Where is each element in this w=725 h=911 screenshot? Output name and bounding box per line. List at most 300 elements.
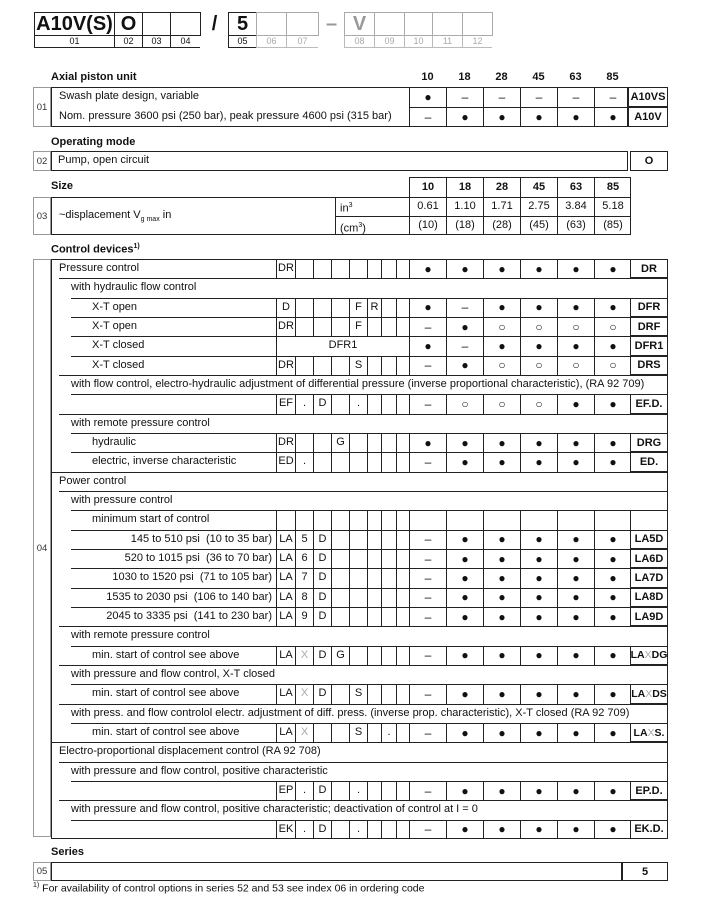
availability-mark: ○ — [594, 356, 631, 375]
availability-mark: ● — [557, 820, 594, 839]
displacement-in3: 5.18 — [594, 197, 631, 216]
order-code-part: S. — [654, 726, 665, 739]
code-segment — [295, 298, 313, 317]
code-segment: X — [295, 723, 313, 742]
code-segment — [396, 607, 409, 626]
code-segment — [367, 530, 381, 549]
divider — [409, 510, 410, 529]
code-segment — [367, 433, 381, 452]
availability-mark: – — [409, 549, 446, 568]
control-option-label: with pressure control — [71, 493, 173, 506]
ordering-code-position: 03 — [142, 36, 170, 48]
code-segment — [349, 607, 367, 626]
availability-mark: ● — [594, 298, 631, 317]
displacement-cm3: (85) — [594, 216, 631, 235]
code-segment — [396, 723, 409, 742]
code-segment — [381, 259, 396, 278]
code-segment: D — [313, 684, 331, 703]
control-option-label: 145 to 510 psi (10 to 35 bar) — [130, 532, 272, 545]
code-segment — [313, 317, 331, 336]
availability-mark: ● — [446, 317, 483, 336]
availability-mark: ● — [483, 781, 520, 800]
divider — [367, 510, 368, 529]
code-segment — [381, 356, 396, 375]
availability-mark: ● — [446, 781, 483, 800]
code-segment — [381, 452, 396, 471]
availability-mark: – — [409, 530, 446, 549]
code-segment — [331, 356, 349, 375]
order-code: EF.D. — [630, 394, 668, 413]
code-segment — [396, 259, 409, 278]
availability-mark: ● — [483, 107, 520, 127]
divider — [331, 510, 332, 529]
ordering-code-box: V — [344, 12, 375, 36]
code-segment: D — [313, 781, 331, 800]
code-segment — [349, 452, 367, 471]
order-code: DRS — [630, 356, 668, 375]
availability-mark: ● — [594, 723, 631, 742]
code-segment: F — [349, 298, 367, 317]
size-column-header: 85 — [594, 177, 631, 197]
order-code-part: DG — [651, 649, 668, 662]
code-segment — [381, 684, 396, 703]
code-segment — [349, 549, 367, 568]
code-segment: LA — [276, 568, 295, 587]
code-segment — [396, 588, 409, 607]
control-option-label: with remote pressure control — [71, 416, 210, 429]
code-segment: S — [349, 356, 367, 375]
divider — [483, 510, 484, 529]
code-segment: D — [313, 394, 331, 413]
code-segment: ED — [276, 452, 295, 471]
order-code: A10VS — [628, 87, 668, 107]
code-segment — [331, 723, 349, 742]
control-option-label: X-T open — [92, 319, 138, 332]
availability-mark: ● — [446, 607, 483, 626]
order-code-part: LA — [630, 649, 645, 662]
size-column-header: 63 — [569, 71, 582, 83]
code-segment — [295, 259, 313, 278]
order-code: LA8D — [630, 588, 668, 607]
footnote-marker: 1) — [133, 243, 140, 250]
code-segment: LA — [276, 588, 295, 607]
code-segment — [381, 530, 396, 549]
availability-mark: ● — [557, 781, 594, 800]
code-segment — [367, 394, 381, 413]
availability-mark: ● — [594, 684, 631, 703]
code-segment: 9 — [295, 607, 313, 626]
code-merged: DFR1 — [276, 336, 409, 355]
order-code-part: LA — [633, 726, 648, 739]
availability-mark: ● — [557, 107, 594, 127]
section-index-01: 01 — [33, 87, 51, 127]
divider — [295, 510, 296, 529]
availability-mark: – — [483, 87, 520, 107]
availability-mark: ● — [594, 433, 631, 452]
code-segment: X — [295, 646, 313, 665]
availability-mark: ● — [483, 452, 520, 471]
code-segment — [367, 317, 381, 336]
code-segment: . — [349, 781, 367, 800]
axial-piston-row-label: Nom. pressure 3600 psi (250 bar), peak pressure 4600 psi (315 bar) — [59, 110, 392, 122]
availability-mark: ● — [594, 394, 631, 413]
order-code — [630, 646, 668, 665]
availability-mark: ● — [520, 723, 557, 742]
code-segment — [331, 452, 349, 471]
availability-mark: ○ — [557, 356, 594, 375]
availability-mark: ● — [520, 568, 557, 587]
operating-mode-label: Pump, open circuit — [58, 154, 150, 166]
code-segment — [396, 781, 409, 800]
size-column-header: 63 — [557, 177, 594, 197]
code-segment: . — [349, 394, 367, 413]
code-segment — [367, 607, 381, 626]
ordering-code-box: / — [211, 12, 218, 35]
availability-mark: ○ — [520, 394, 557, 413]
availability-mark: ● — [483, 588, 520, 607]
availability-mark: ● — [557, 549, 594, 568]
code-segment — [381, 298, 396, 317]
ordering-code-box: A10V(S) — [34, 12, 115, 36]
code-segment: 8 — [295, 588, 313, 607]
unit-cm3 — [340, 216, 366, 239]
control-option-label: X-T closed — [92, 339, 145, 352]
order-code: DR — [630, 259, 668, 278]
ordering-code-position: 06 — [256, 36, 286, 48]
unit-text: ) — [362, 222, 366, 235]
code-segment: S — [349, 684, 367, 703]
availability-mark: ○ — [557, 317, 594, 336]
order-code: LA5D — [630, 530, 668, 549]
availability-mark: ● — [557, 394, 594, 413]
code-segment — [331, 259, 349, 278]
availability-mark: ● — [520, 588, 557, 607]
ordering-code-position: 12 — [462, 36, 492, 48]
control-option-label: with pressure and flow control, positive characteristic — [71, 764, 328, 777]
availability-mark: ● — [483, 646, 520, 665]
code-segment: G — [331, 646, 349, 665]
control-option-label: with hydraulic flow control — [71, 281, 197, 294]
availability-mark: ● — [594, 568, 631, 587]
code-segment — [396, 356, 409, 375]
order-code: LA7D — [630, 568, 668, 587]
availability-mark: ○ — [483, 356, 520, 375]
size-column-header: 45 — [520, 177, 557, 197]
code-segment: EP — [276, 781, 295, 800]
availability-mark: ● — [409, 298, 446, 317]
ordering-code-position: 05 — [228, 36, 256, 48]
availability-mark: ● — [594, 781, 631, 800]
control-option-label: Power control — [59, 474, 127, 487]
availability-mark: ● — [594, 820, 631, 839]
code-segment: 6 — [295, 549, 313, 568]
unit-sup: 3 — [358, 222, 363, 229]
ordering-code-box: O — [114, 12, 143, 36]
availability-mark: – — [409, 684, 446, 703]
code-segment — [367, 723, 381, 742]
availability-mark: – — [446, 298, 483, 317]
divider — [630, 510, 631, 529]
availability-mark: ● — [594, 259, 631, 278]
code-segment — [331, 607, 349, 626]
control-option-label: minimum start of control — [92, 513, 210, 526]
order-code-part: X — [644, 649, 652, 662]
code-segment — [295, 317, 313, 336]
availability-mark: ● — [483, 298, 520, 317]
code-segment — [396, 317, 409, 336]
code-segment — [396, 452, 409, 471]
code-segment: . — [295, 452, 313, 471]
availability-mark: ● — [446, 356, 483, 375]
availability-mark: ● — [557, 259, 594, 278]
divider — [349, 510, 350, 529]
availability-mark: – — [409, 452, 446, 471]
availability-mark: ● — [520, 530, 557, 549]
code-segment — [367, 259, 381, 278]
availability-mark: ● — [483, 433, 520, 452]
code-segment: EK — [276, 820, 295, 839]
order-code-part: X — [645, 687, 653, 700]
code-segment: DR — [276, 433, 295, 452]
code-segment — [367, 568, 381, 587]
code-segment — [381, 588, 396, 607]
divider — [446, 510, 447, 529]
ordering-code-position: 09 — [374, 36, 404, 48]
availability-mark: ● — [446, 452, 483, 471]
series-row — [51, 862, 622, 881]
code-segment: D — [313, 588, 331, 607]
availability-mark: ○ — [446, 394, 483, 413]
ordering-code-box: 5 — [228, 12, 257, 36]
code-segment — [396, 820, 409, 839]
displacement-in3: 2.75 — [520, 197, 557, 216]
control-option-label: with remote pressure control — [71, 629, 210, 642]
control-option-label: X-T open — [92, 300, 138, 313]
ordering-code-box — [404, 12, 433, 36]
section-index-03: 03 — [33, 197, 51, 235]
unit-sup: 3 — [348, 202, 353, 209]
order-code: DRG — [630, 433, 668, 452]
code-segment: D — [313, 607, 331, 626]
code-segment — [381, 781, 396, 800]
availability-mark: ○ — [520, 317, 557, 336]
control-option-label: min. start of control see above — [92, 648, 240, 661]
control-option-label: 1030 to 1520 psi (71 to 105 bar) — [112, 571, 272, 584]
availability-mark: ● — [446, 820, 483, 839]
code-segment: X — [295, 684, 313, 703]
availability-mark: ● — [446, 549, 483, 568]
code-segment — [295, 356, 313, 375]
code-segment: S — [349, 723, 367, 742]
availability-mark: ● — [557, 298, 594, 317]
code-segment — [381, 433, 396, 452]
code-segment — [331, 568, 349, 587]
order-code: DFR1 — [630, 336, 668, 355]
availability-mark: ● — [446, 259, 483, 278]
section-title-axial-piston-unit: Axial piston unit — [51, 71, 137, 83]
control-option-label: with pressure and flow control, X-T closed — [71, 667, 275, 680]
unit-text: (cm — [340, 222, 359, 235]
control-option-label: 1535 to 2030 psi (106 to 140 bar) — [106, 590, 272, 603]
code-segment — [313, 433, 331, 452]
section-title-series: Series — [51, 846, 85, 858]
availability-mark: – — [409, 356, 446, 375]
displacement-label-text: ~displacement V — [59, 209, 141, 221]
availability-mark: – — [409, 781, 446, 800]
order-code: DFR — [630, 298, 668, 317]
code-segment — [396, 394, 409, 413]
row-divider — [51, 472, 668, 473]
order-code: LA6D — [630, 549, 668, 568]
order-code: EP.D. — [630, 781, 668, 800]
code-segment — [349, 588, 367, 607]
availability-mark: ● — [446, 646, 483, 665]
availability-mark: ● — [557, 530, 594, 549]
control-option-label: min. start of control see above — [92, 687, 240, 700]
divider — [381, 510, 382, 529]
code-segment: 5 — [295, 530, 313, 549]
availability-mark: ○ — [483, 317, 520, 336]
displacement-cm3: (45) — [520, 216, 557, 235]
ordering-code-box — [256, 12, 287, 36]
ordering-code-position: 10 — [404, 36, 432, 48]
code-segment: . — [381, 723, 396, 742]
code-segment — [381, 607, 396, 626]
code-segment — [331, 684, 349, 703]
ordering-code-box — [286, 12, 319, 36]
code-segment: F — [349, 317, 367, 336]
code-segment: R — [367, 298, 381, 317]
code-segment — [396, 298, 409, 317]
availability-mark: ● — [594, 588, 631, 607]
availability-mark: – — [409, 588, 446, 607]
order-code: DRF — [630, 317, 668, 336]
code-segment — [396, 568, 409, 587]
operating-mode-code: O — [630, 151, 668, 171]
code-segment — [367, 781, 381, 800]
code-segment — [313, 723, 331, 742]
code-segment: . — [295, 394, 313, 413]
code-segment — [331, 781, 349, 800]
availability-mark: ● — [557, 723, 594, 742]
availability-mark: – — [409, 723, 446, 742]
footnote — [33, 882, 424, 895]
control-option-label: 2045 to 3335 psi (141 to 230 bar) — [106, 609, 272, 622]
size-column-header: 28 — [495, 71, 508, 83]
control-option-label: Pressure control — [59, 262, 140, 274]
code-segment: D — [313, 530, 331, 549]
control-devices-title-text: Control devices — [51, 243, 134, 256]
availability-mark: ● — [520, 820, 557, 839]
availability-mark: ○ — [483, 394, 520, 413]
availability-mark: ● — [483, 530, 520, 549]
displacement-in3: 0.61 — [409, 197, 446, 216]
code-segment: DR — [276, 259, 295, 278]
availability-mark: – — [409, 820, 446, 839]
availability-mark: ● — [520, 549, 557, 568]
size-column-header: 85 — [606, 71, 619, 83]
code-segment: . — [349, 820, 367, 839]
availability-mark: ● — [594, 549, 631, 568]
ordering-code-position: 01 — [34, 36, 114, 48]
ordering-code-position: 11 — [432, 36, 462, 48]
availability-mark: ● — [409, 87, 446, 107]
code-segment: LA — [276, 607, 295, 626]
displacement-in3: 1.10 — [446, 197, 483, 216]
series-code: 5 — [622, 862, 668, 881]
displacement-label-suffix: in — [159, 209, 172, 221]
code-segment: D — [313, 568, 331, 587]
code-segment — [349, 259, 367, 278]
order-code — [630, 684, 668, 703]
availability-mark: ● — [520, 684, 557, 703]
ordering-code-position: 07 — [286, 36, 318, 48]
availability-mark: ● — [520, 298, 557, 317]
control-option-label: with flow control, electro-hydraulic adjustment of differential pressure (inverse proportional characteristic), (RA 92 709) — [71, 377, 645, 390]
availability-mark: ● — [594, 646, 631, 665]
availability-mark: ● — [557, 568, 594, 587]
availability-mark: – — [594, 87, 631, 107]
control-option-label: X-T closed — [92, 358, 145, 371]
availability-mark: ● — [557, 684, 594, 703]
ordering-code-position: 08 — [344, 36, 374, 48]
code-segment — [331, 530, 349, 549]
control-option-label: with pressure and flow control, positive characteristic; deactivation of control at I = 0 — [71, 803, 478, 816]
availability-mark: ● — [483, 336, 520, 355]
code-segment — [381, 394, 396, 413]
availability-mark: ● — [483, 723, 520, 742]
code-segment — [396, 684, 409, 703]
availability-mark: ● — [483, 684, 520, 703]
availability-mark: ● — [483, 568, 520, 587]
code-segment — [367, 549, 381, 568]
footnote-text: For availability of control options in series 52 and 53 see index 06 in ordering code — [39, 882, 425, 895]
availability-mark: ● — [557, 607, 594, 626]
availability-mark: – — [409, 568, 446, 587]
ordering-code-box: – — [325, 12, 338, 35]
operating-mode-row — [51, 151, 628, 171]
displacement-cm3: (18) — [446, 216, 483, 235]
divider — [557, 510, 558, 529]
code-segment: D — [313, 549, 331, 568]
availability-mark: ● — [409, 259, 446, 278]
code-segment — [367, 452, 381, 471]
availability-mark: ● — [557, 646, 594, 665]
availability-mark: ● — [520, 336, 557, 355]
availability-mark: – — [409, 607, 446, 626]
ordering-code-box — [170, 12, 201, 36]
availability-mark: ● — [594, 336, 631, 355]
code-segment: LA — [276, 530, 295, 549]
code-segment — [313, 259, 331, 278]
availability-mark: ● — [520, 107, 557, 127]
availability-mark: – — [409, 317, 446, 336]
divider — [630, 177, 631, 197]
code-segment: D — [313, 820, 331, 839]
availability-mark: ● — [557, 452, 594, 471]
availability-mark: ● — [594, 530, 631, 549]
availability-mark: ○ — [594, 317, 631, 336]
code-segment: . — [295, 820, 313, 839]
availability-mark: ● — [483, 820, 520, 839]
code-segment — [349, 646, 367, 665]
code-segment — [295, 433, 313, 452]
code-segment — [396, 530, 409, 549]
availability-mark: ● — [446, 530, 483, 549]
availability-mark: ● — [520, 646, 557, 665]
availability-mark: ● — [594, 452, 631, 471]
availability-mark: ● — [520, 433, 557, 452]
